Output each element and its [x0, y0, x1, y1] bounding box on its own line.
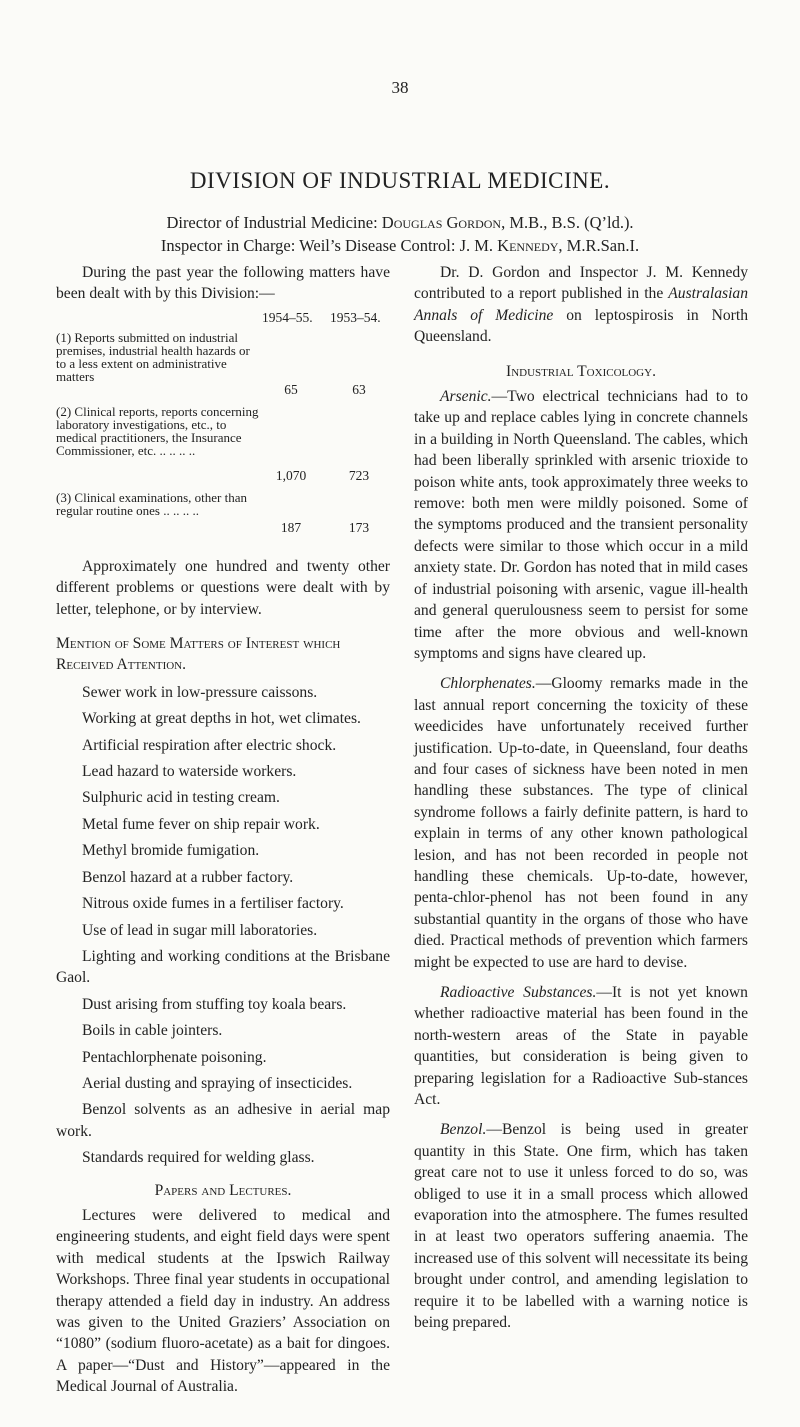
- director-quals: M.B., B.S. (Q’ld.).: [509, 213, 634, 232]
- matter-item: Dust arising from stuffing toy koala bears.: [82, 995, 347, 1013]
- arsenic-text: —Two electrical technicians had to to take up and replace cables lying in concrete channels in a building in North Queensland. The cables, which had been liberally sprinkled with arsenic trioxide to poison white ants, took approximately three weeks to remove: both men were mildly poisoned. Some of the symptoms produced and the transient personality defects were similar to those which occur in a mild anxiety state. Dr. Gordon has noted that in mild cases of industrial poisoning with arsenic, vague ill-health and general querulousness seem to persist for some time after the more obvious and well-known symptoms and signs have cleared up.: [414, 388, 748, 662]
- radioactive-paragraph: [414, 982, 748, 1110]
- journal-title: Australasian Annals of Medicine: [414, 285, 748, 324]
- benzol-paragraph: [414, 1119, 748, 1333]
- radioactive-label: Radioactive Substances.: [440, 984, 597, 1001]
- staff-block: [0, 211, 800, 257]
- matter-item: Methyl bromide fumigation.: [82, 842, 260, 860]
- matter-item: Lead hazard to waterside workers.: [82, 763, 297, 781]
- inspector-label: Inspector in Charge: Weil’s Disease Control:: [160, 236, 456, 255]
- director-label: Director of Industrial Medicine:: [166, 213, 378, 232]
- stats-row-value: 187: [280, 519, 302, 535]
- page-number: 38: [391, 78, 409, 97]
- matter-item: Nitrous oxide fumes in a fertiliser factory.: [82, 895, 344, 913]
- papers-heading: Papers and Lectures.: [154, 1181, 292, 1199]
- chlorphenates-paragraph: [414, 673, 748, 973]
- matter-item: Sulphuric acid in testing cream.: [82, 789, 280, 807]
- matter-item: Benzol solvents as an adhesive in aerial map work.: [56, 1101, 390, 1140]
- col-header-1953-54: 1953–54.: [330, 309, 381, 325]
- other-problems-paragraph: Approximately one hundred and twenty other different problems or questions were dealt with by letter, telephone, or by interview.: [56, 557, 390, 618]
- radioactive-text: —It is not yet known whether radioactive material has been found in the north-western areas of the State in payable quantities, but consideration is being given to preparing legislation for a Radioactive Sub-stances Act.: [414, 984, 748, 1109]
- stats-row-value: 173: [348, 519, 370, 535]
- matter-item: Artificial respiration after electric shock.: [82, 736, 337, 754]
- inspector-name: J. M. Kennedy,: [459, 236, 563, 255]
- inspector-quals: M.R.San.I.: [566, 236, 640, 255]
- stats-row-label: (1) Reports submitted on industrial premises, industrial health hazards or to a less extent on administrative matters: [56, 329, 250, 384]
- matter-item: Aerial dusting and spraying of insecticides.: [82, 1074, 353, 1092]
- toxicology-heading: Industrial Toxicology.: [506, 362, 656, 380]
- matters-list: [56, 682, 390, 1169]
- stats-table: [56, 311, 390, 556]
- matter-item: Boils in cable jointers.: [82, 1022, 223, 1040]
- col-header-1954-55: 1954–55.: [262, 309, 313, 325]
- mention-heading: Mention of Some Matters of Interest which Received Attention.: [56, 635, 341, 674]
- page-title: DIVISION OF INDUSTRIAL MEDICINE.: [189, 168, 611, 193]
- matter-item: Working at great depths in hot, wet climates.: [82, 710, 361, 728]
- matter-item: Sewer work in low-pressure caissons.: [82, 683, 318, 701]
- stats-row-value: 1,070: [275, 467, 307, 483]
- inspector-line: [0, 234, 800, 257]
- papers-paragraph: Lectures were delivered to medical and engineering students, and eight field days were spent with medical students at the Ipswich Railway Workshops. Three final year students in occupational therapy attended a field day in industry. An address was given to the United Graziers’ Association on “1080” (sodium fluoro-acetate) as a bait for dingoes. A paper—“Dust and History”—appeared in the Medical Journal of Australia.: [56, 1206, 390, 1396]
- arsenic-label: Arsenic.: [440, 388, 492, 406]
- director-line: [0, 211, 800, 234]
- benzol-label: Benzol.: [440, 1121, 487, 1139]
- matter-item: Use of lead in sugar mill laboratories.: [82, 921, 318, 939]
- left-column: [56, 262, 390, 1398]
- benzol-text: —Benzol is being used in greater quantity in this State. One firm, which has taken great care not to use it unless forced to do so, was obliged to use it in a small process which allowed evaporation into the atmosphere. The fumes resulted in at least two operators suffering anaemia. The increased use of this solvent will necessitate its being brought under control, and amending legislation to require it to be labelled with a warning notice is being prepared.: [414, 1121, 748, 1332]
- matter-item: Benzol hazard at a rubber factory.: [82, 868, 294, 886]
- matter-item: Pentachlorphenate poisoning.: [82, 1048, 267, 1066]
- stats-row-value: 63: [352, 381, 366, 397]
- matter-item: Lighting and working conditions at the Brisbane Gaol.: [56, 947, 390, 987]
- chlorphenates-text: —Gloomy remarks made in the last annual report concerning the toxicity of these weedicides have unfortunately received further justification. Up-to-date, in Queensland, four deaths and four cases of sickness have been noted in men handling these substances. The type of clinical syndrome follows a fairly definite pattern, is hard to explain in terms of any other known pathological lesion, and has not been recorded in people not handling these chemicals. Up-to-date, however, penta-chlor-phenol has not been found in any substantial quantity in the organs of those who have died. Practical methods of prevention which farmers might be expected to use are hard to devise.: [414, 675, 748, 971]
- matter-item: Metal fume fever on ship repair work.: [82, 815, 320, 833]
- stats-row-label: (3) Clinical examinations, other than regular routine ones .. .. .. ..: [56, 489, 247, 518]
- chlorphenates-label: Chlorphenates.: [440, 675, 536, 693]
- stats-row-label: (2) Clinical reports, reports concerning laboratory investigations, etc., to medical practitioners, the Insurance Commissioner, etc. .. .. .. ..: [56, 403, 259, 458]
- intro-paragraph: During the past year the following matters have been dealt with by this Division:—: [56, 264, 390, 303]
- stats-row-value: 65: [284, 381, 298, 397]
- report-text-end: on leptospirosis in North Queensland.: [414, 306, 748, 346]
- stats-row-value: 723: [348, 467, 370, 483]
- arsenic-paragraph: [414, 386, 748, 664]
- report-text: Dr. D. Gordon and Inspector J. M. Kennedy contributed to a report published in the: [414, 264, 748, 303]
- director-name: Douglas Gordon,: [381, 213, 506, 232]
- matter-item: Standards required for welding glass.: [82, 1149, 315, 1167]
- right-column: [414, 262, 748, 1334]
- report-paragraph: [414, 262, 748, 348]
